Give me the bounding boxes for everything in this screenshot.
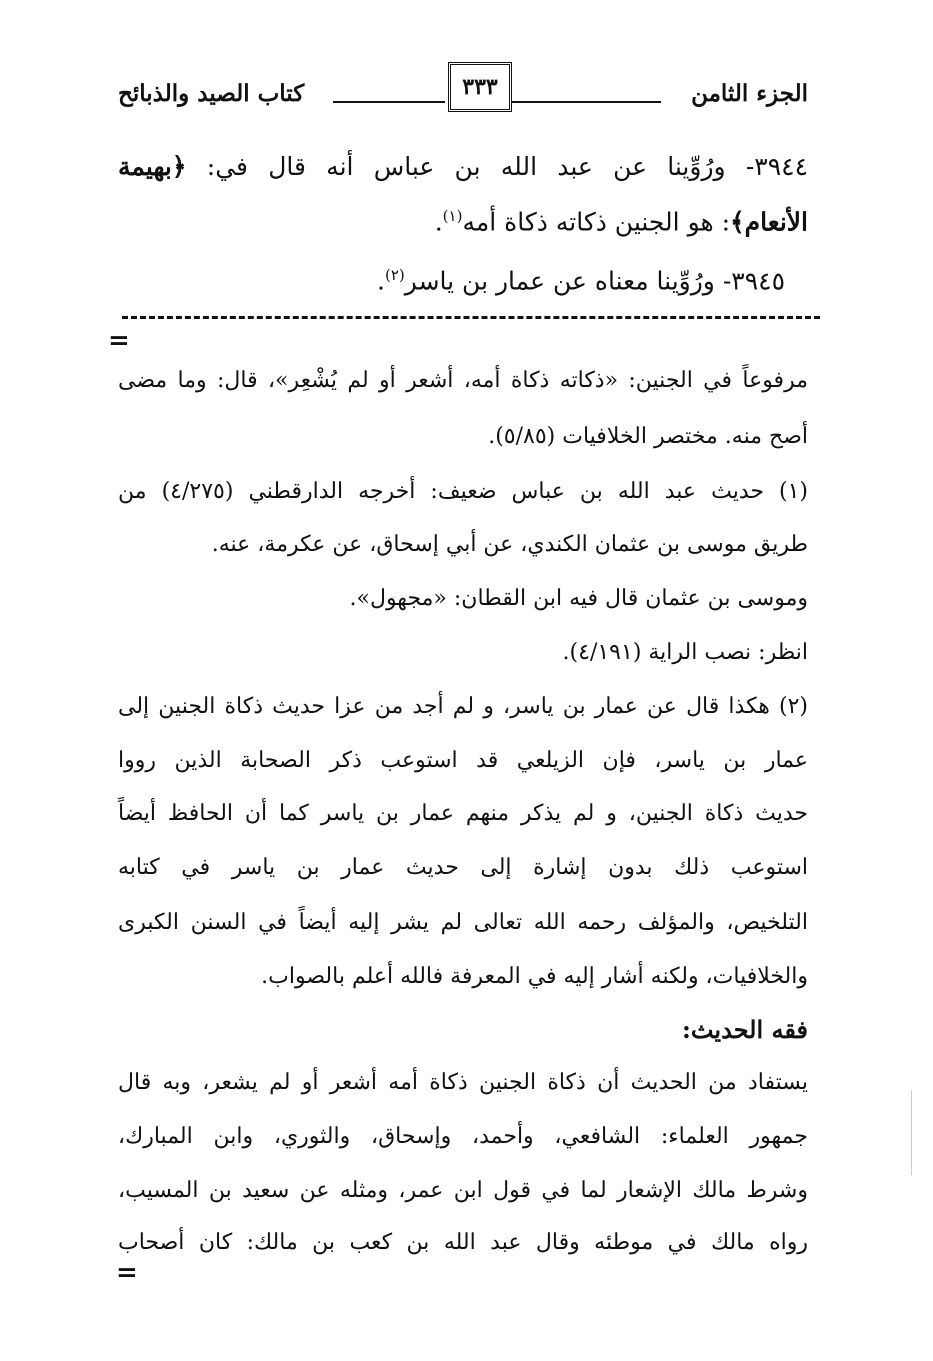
continued-note-line-2: أصح منه. مختصر الخلافيات (٥/٨٥). [488, 424, 808, 449]
continued-note-line-1: مرفوعاً في الجنين: «ذكاته ذكاة أمه، أشعر أو لم يُشْعِر»، قال: وما مضى [118, 368, 808, 393]
footnote-1-line-2: طريق موسى بن عثمان الكندي، عن أبي إسحاق، عن عكرمة، عنه. [211, 532, 808, 557]
hadith-3945-end: . [377, 266, 385, 296]
continuation-mark-bottom: = [116, 1258, 138, 1288]
footnote-2-line-6: والخلافيات، ولكنه أشار إليه في المعرفة فالله أعلم بالصواب. [261, 964, 808, 989]
part-label: الجزء الثامن [691, 80, 808, 107]
page-number: ٣٣٣ [448, 62, 512, 112]
hadith-3944-end: . [434, 207, 443, 237]
hadith-3944-line-1 [118, 152, 808, 181]
fiqh-heading: فقه الحديث: [681, 1015, 808, 1044]
footnote-2-line-1: (٢) هكذا قال عن عمار بن ياسر، و لم أجد من عزا حديث ذكاة الجنين إلى [118, 694, 808, 719]
hadith-3944-text: ٣٩٤٤- ورُوِّينا عن عبد الله بن عباس أنه قال في: [186, 152, 808, 181]
footnote-2-line-5: التلخيص، والمؤلف رحمه الله تعالى لم يشر إليه أيضاً في السنن الكبرى [118, 910, 808, 935]
hadith-3944-line-2 [435, 207, 808, 236]
fiqh-line-1: يستفاد من الحديث أن ذكاة الجنين ذكاة أمه أشعر أو لم يشعر، وبه قال [118, 1070, 808, 1095]
header-rule-right [511, 101, 661, 103]
fiqh-line-3: وشرط مالك الإشعار لما في قول ابن عمر، ومثله عن سعيد بن المسيب، [118, 1178, 808, 1203]
footnote-1-line-4: انظر: نصب الراية (٤/١٩١). [562, 640, 808, 665]
hadith-3945 [377, 266, 785, 295]
footnote-2-line-2: عمار بن ياسر، فإن الزيلعي قد استوعب ذكر الصحابة الذين رووا [118, 748, 808, 773]
quran-quote-start: ﴿بهيمة [118, 152, 187, 181]
footnote-2-line-4: استوعب ذلك بدون إشارة إلى حديث عمار بن ياسر في كتابه [118, 855, 808, 880]
footnote-ref-2: (٢) [385, 266, 405, 284]
footnote-1-line-1: (١) حديث عبد الله بن عباس ضعيف: أخرجه الدارقطني (٤/٢٧٥) من [118, 479, 808, 504]
footnote-separator [122, 316, 820, 331]
footnote-2-line-3: حديث ذكاة الجنين، و لم يذكر منهم عمار بن ياسر كما أن الحافظ أيضاً [118, 801, 808, 826]
fiqh-line-2: جمهور العلماء: الشافعي، وأحمد، وإسحاق، والثوري، وابن المبارك، [118, 1124, 808, 1149]
footnote-1-line-3: وموسى بن عثمان قال فيه ابن القطان: «مجهول». [349, 586, 808, 611]
quran-quote-end: الأنعام﴾ [730, 207, 808, 237]
running-header [118, 72, 808, 122]
book-title: كتاب الصيد والذبائح [118, 80, 305, 107]
header-rule-left [333, 101, 445, 103]
continuation-mark-top: = [108, 326, 130, 356]
margin-line [911, 1090, 912, 1175]
fiqh-line-4: رواه مالك في موطئه وقال عبد الله بن كعب بن مالك: كان أصحاب [118, 1230, 808, 1255]
footnote-ref-1: (١) [442, 207, 463, 225]
hadith-3944-ruling: : هو الجنين ذكاته ذكاة أمه [462, 207, 731, 237]
hadith-3945-text: ٣٩٤٥- ورُوِّينا معناه عن عمار بن ياسر [404, 266, 785, 296]
